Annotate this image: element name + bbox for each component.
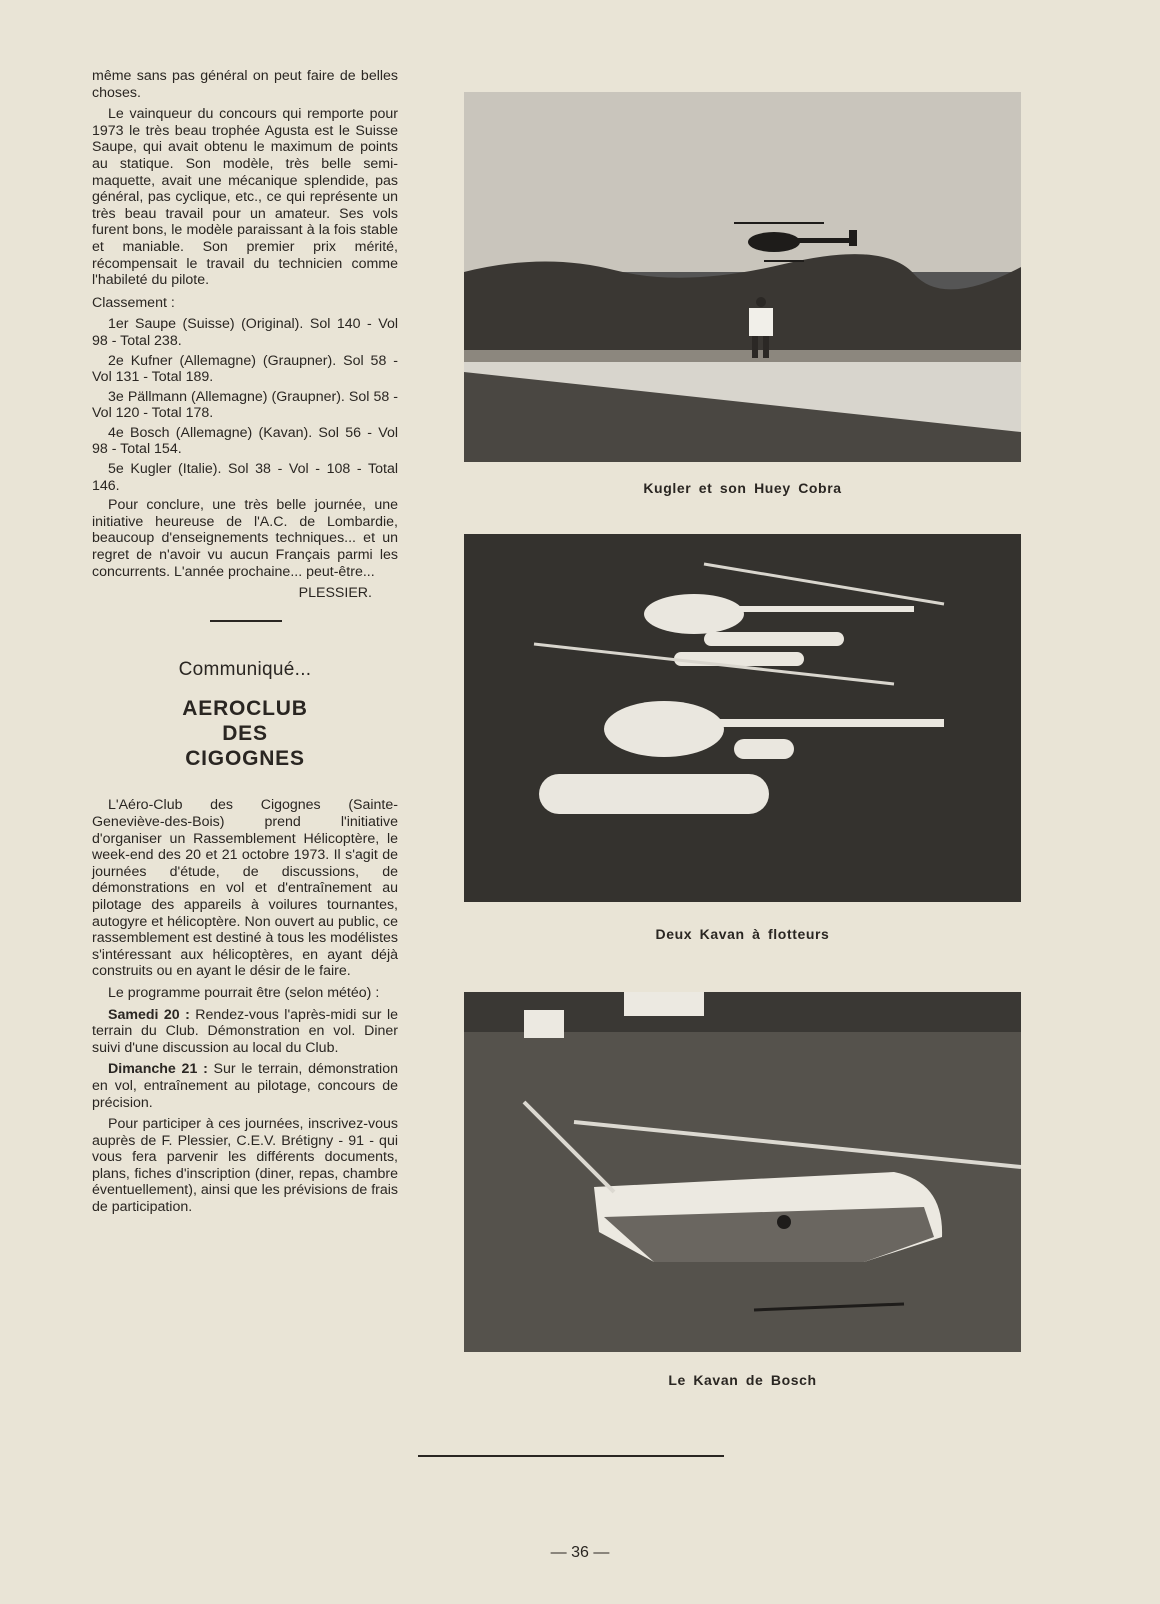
ranking-item: 4e Bosch (Allemagne) (Kavan). Sol 56 - Vol 98 - Total 154. xyxy=(92,424,398,458)
club-title xyxy=(92,696,398,771)
ranking-item: 5e Kugler (Italie). Sol 38 - Vol - 108 - Total 146. xyxy=(92,461,398,494)
program-day-1 xyxy=(92,1007,398,1057)
day-text: Sur le terrain, démonstration en vol, entraînement au pilotage, concours de précision. xyxy=(92,1061,398,1111)
ranking-item: 3e Pällmann (Allemagne) (Graupner). Sol 58 - Vol 120 - Total 178. xyxy=(92,388,398,422)
conclusion: Pour conclure, une très belle journée, une initiative heureuse de l'A.C. de Lombardie, beaucoup d'enseignements techniques... et un regret de n'avoir vu aucun Français parmi les concurrents. L'année prochaine... peut-être... xyxy=(92,497,398,580)
ranking-title: Classement : xyxy=(92,294,175,311)
day-label: Dimanche 21 : xyxy=(108,1061,208,1078)
closing-paragraph: Pour participer à ces journées, inscrivez-vous auprès de F. Plessier, C.E.V. Brétigny - 91 - qui vous fera parvenir les différents documents, plans, fiches d'inscription (diner, repas, chambre éventuellement), ainsi que les prévisions de frais de participation. xyxy=(92,1116,398,1216)
photo-huey-cobra xyxy=(464,92,1021,462)
communique-intro: L'Aéro-Club des Cigognes (Sainte-Geneviève-des-Bois) prend l'initiative d'organiser un Rassemblement Hélicoptère, le week-end des 20 et 21 octobre 1973. Il s'agit de journées d'étude, de discussions, de démonstrations en vol et d'entraînement au pilotage des appareils à voilures tournantes, autogyre et hélicoptère. Non ouvert au public, ce rassemblement est destiné à tous les modélistes s'intéressant aux hélicoptères, en ayant déjà construits ou en ayant le désir de le faire. xyxy=(92,797,398,980)
club-title-line: AEROCLUB xyxy=(182,697,308,721)
paragraph: Le vainqueur du concours qui remporte pour 1973 le très beau trophée Agusta est le Suisse Saupe, qui avait obtenu le maximum de points au statique. Son modèle, très belle semi-maquette, avait une mécanique splendide, pas général, pas cyclique, etc., ce qui représente un très beau travail pour un amateur. Ses vols furent bons, le modèle paraissant à la fois stable et maniable. Son premier prix mérité, récompensait le travail du technicien comme l'habileté du pilote. xyxy=(92,106,398,289)
ranking-item: 2e Kufner (Allemagne) (Graupner). Sol 58 - Vol 131 - Total 189. xyxy=(92,352,398,386)
paragraph: même sans pas général on peut faire de belles choses. xyxy=(92,68,398,101)
photo-caption: Kugler et son Huey Cobra xyxy=(643,480,842,496)
program-intro: Le programme pourrait être (selon météo) : xyxy=(108,984,380,1001)
photo-caption: Le Kavan de Bosch xyxy=(668,1372,817,1388)
photo-caption: Deux Kavan à flotteurs xyxy=(655,926,830,942)
signature: PLESSIER. xyxy=(298,585,372,602)
day-label: Samedi 20 : xyxy=(108,1006,190,1023)
program-day-2 xyxy=(92,1061,398,1111)
photo-two-kavan-floats xyxy=(464,534,1021,902)
communique-kicker: Communiqué... xyxy=(178,658,312,680)
club-title-line: CIGOGNES xyxy=(185,747,305,771)
section-divider xyxy=(210,620,282,622)
photo-kavan-bosch xyxy=(464,992,1021,1352)
page-number: — 36 — xyxy=(550,1544,610,1561)
left-text-column xyxy=(92,68,398,1221)
club-title-line: DES xyxy=(222,722,268,746)
bottom-rule xyxy=(418,1455,724,1457)
day-text: Rendez-vous l'après-midi sur le terrain du Club. Démonstration en vol. Diner suivi d'une discussion au local du Club. xyxy=(92,1006,399,1056)
ranking-item: 1er Saupe (Suisse) (Original). Sol 140 - Vol 98 - Total 238. xyxy=(92,316,398,349)
